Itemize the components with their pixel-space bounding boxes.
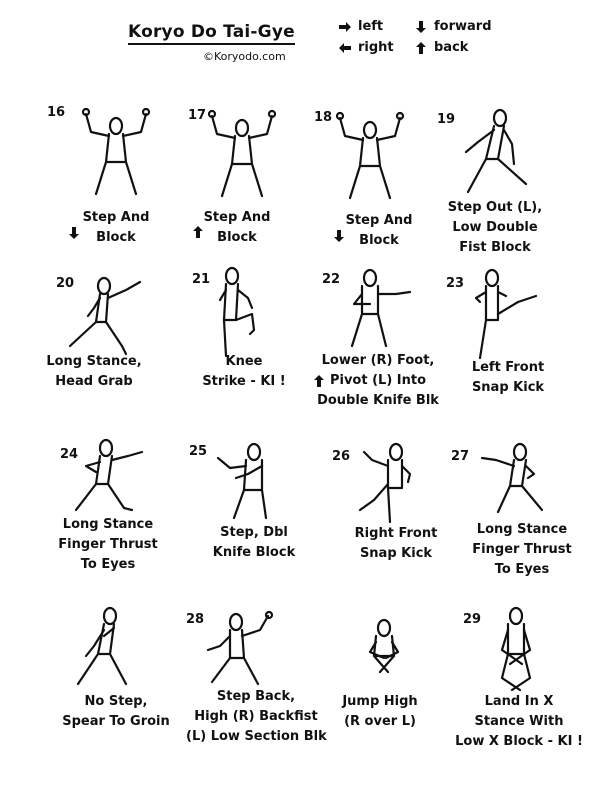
caption-line: Long Stance [476, 522, 568, 537]
caption-line: Block [96, 230, 136, 245]
caption-line: Double Knife Blk [317, 393, 439, 408]
caption-line: Snap Kick [359, 546, 433, 561]
caption-line: Left Front [471, 360, 545, 375]
caption-line: (R over L) [344, 714, 416, 729]
move-number: 20 [56, 276, 75, 291]
legend-back [414, 40, 468, 55]
move-number: 18 [314, 110, 333, 125]
caption-line: Step And [345, 213, 413, 228]
legend-forward [414, 19, 492, 34]
caption-line: Long Stance, [46, 354, 142, 369]
move-number: 21 [192, 272, 211, 287]
caption-line: Knife Block [212, 545, 296, 560]
page-title: Koryo Do Tai-Gye [128, 22, 295, 45]
stick-figure-arms-up [330, 108, 410, 204]
caption-line: Knee [225, 354, 263, 369]
move-number: 29 [463, 612, 482, 627]
caption-line: To Eyes [80, 557, 136, 572]
caption-line: To Eyes [494, 562, 550, 577]
stick-figure-double-knife-block [208, 438, 288, 534]
move-caption [425, 198, 565, 258]
legend-right [338, 40, 394, 55]
legend-left [338, 19, 383, 34]
caption-line: Fist Block [459, 240, 531, 255]
stick-figure-front-kick [466, 266, 546, 362]
legend-right-label: right [358, 40, 394, 55]
caption-line: Step Back, [216, 689, 296, 704]
stick-figure-front-kick [350, 438, 430, 534]
arrow-down-icon [414, 20, 428, 34]
stick-figure-arms-up [202, 106, 282, 202]
caption-line: Head Grab [55, 374, 133, 389]
caption-line: High (R) Backfist [194, 709, 318, 724]
caption-line: Finger Thrust [472, 542, 572, 557]
caption-line: Long Stance [62, 517, 154, 532]
stick-figure-x-stance [476, 604, 556, 700]
legend-left-label: left [358, 19, 384, 34]
legend-forward-label: forward [434, 19, 492, 34]
move-number: 23 [446, 276, 465, 291]
caption-line: Finger Thrust [58, 537, 158, 552]
arrow-right-icon [338, 20, 352, 34]
stick-figure-spear-hand [70, 606, 150, 702]
move-number: 17 [188, 108, 207, 123]
move-number: 26 [332, 449, 351, 464]
caption-line: (L) Low Section Blk [186, 729, 327, 744]
copyright: ©Koryodo.com [203, 50, 286, 63]
caption-line: Step, Dbl [220, 525, 288, 540]
move-caption [167, 208, 307, 248]
arrow-up-icon [414, 41, 428, 55]
stick-figure-arms-up [76, 104, 156, 200]
caption-line: Stance With [474, 714, 564, 729]
move-caption [449, 692, 589, 752]
caption-line: Snap Kick [471, 380, 545, 395]
move-caption [46, 208, 186, 248]
move-caption [438, 358, 578, 398]
caption-line: Low Double [452, 220, 538, 235]
move-number: 19 [437, 112, 456, 127]
move-number: 28 [186, 612, 205, 627]
caption-line: Strike - KI ! [202, 374, 286, 389]
caption-line: Block [217, 230, 257, 245]
caption-line: Pivot (L) Into [329, 373, 427, 388]
caption-line: Step And [203, 210, 271, 225]
move-caption [24, 352, 164, 392]
caption-line: Low X Block - KI ! [455, 734, 583, 749]
move-number: 27 [451, 449, 470, 464]
move-number: 24 [60, 447, 79, 462]
move-number: 25 [189, 444, 208, 459]
move-number: 16 [47, 105, 66, 120]
move-caption [326, 524, 466, 564]
move-caption [310, 692, 450, 732]
caption-line: Right Front [354, 526, 438, 541]
caption-line: Jump High [342, 694, 418, 709]
stick-figure-long-stance [66, 266, 146, 362]
move-caption [308, 351, 448, 411]
caption-line: Lower (R) Foot, [321, 353, 435, 368]
caption-line: Step And [82, 210, 150, 225]
caption-line: Block [359, 233, 399, 248]
move-caption [174, 352, 314, 392]
move-caption [184, 523, 324, 563]
move-caption [452, 520, 592, 580]
stick-figure-knee-strike [206, 264, 286, 360]
legend-back-label: back [434, 40, 469, 55]
caption-line: Step Out (L), [447, 200, 543, 215]
caption-line: Spear To Groin [62, 714, 170, 729]
caption-line: No Step, [84, 694, 148, 709]
move-caption [38, 515, 178, 575]
stick-figure-low-block [456, 104, 536, 200]
move-caption [186, 687, 326, 747]
arrow-left-icon [338, 41, 352, 55]
move-caption [46, 692, 186, 732]
stick-figure-double-knife-block [340, 264, 420, 360]
move-number: 22 [322, 272, 341, 287]
caption-line: Land In X [484, 694, 554, 709]
